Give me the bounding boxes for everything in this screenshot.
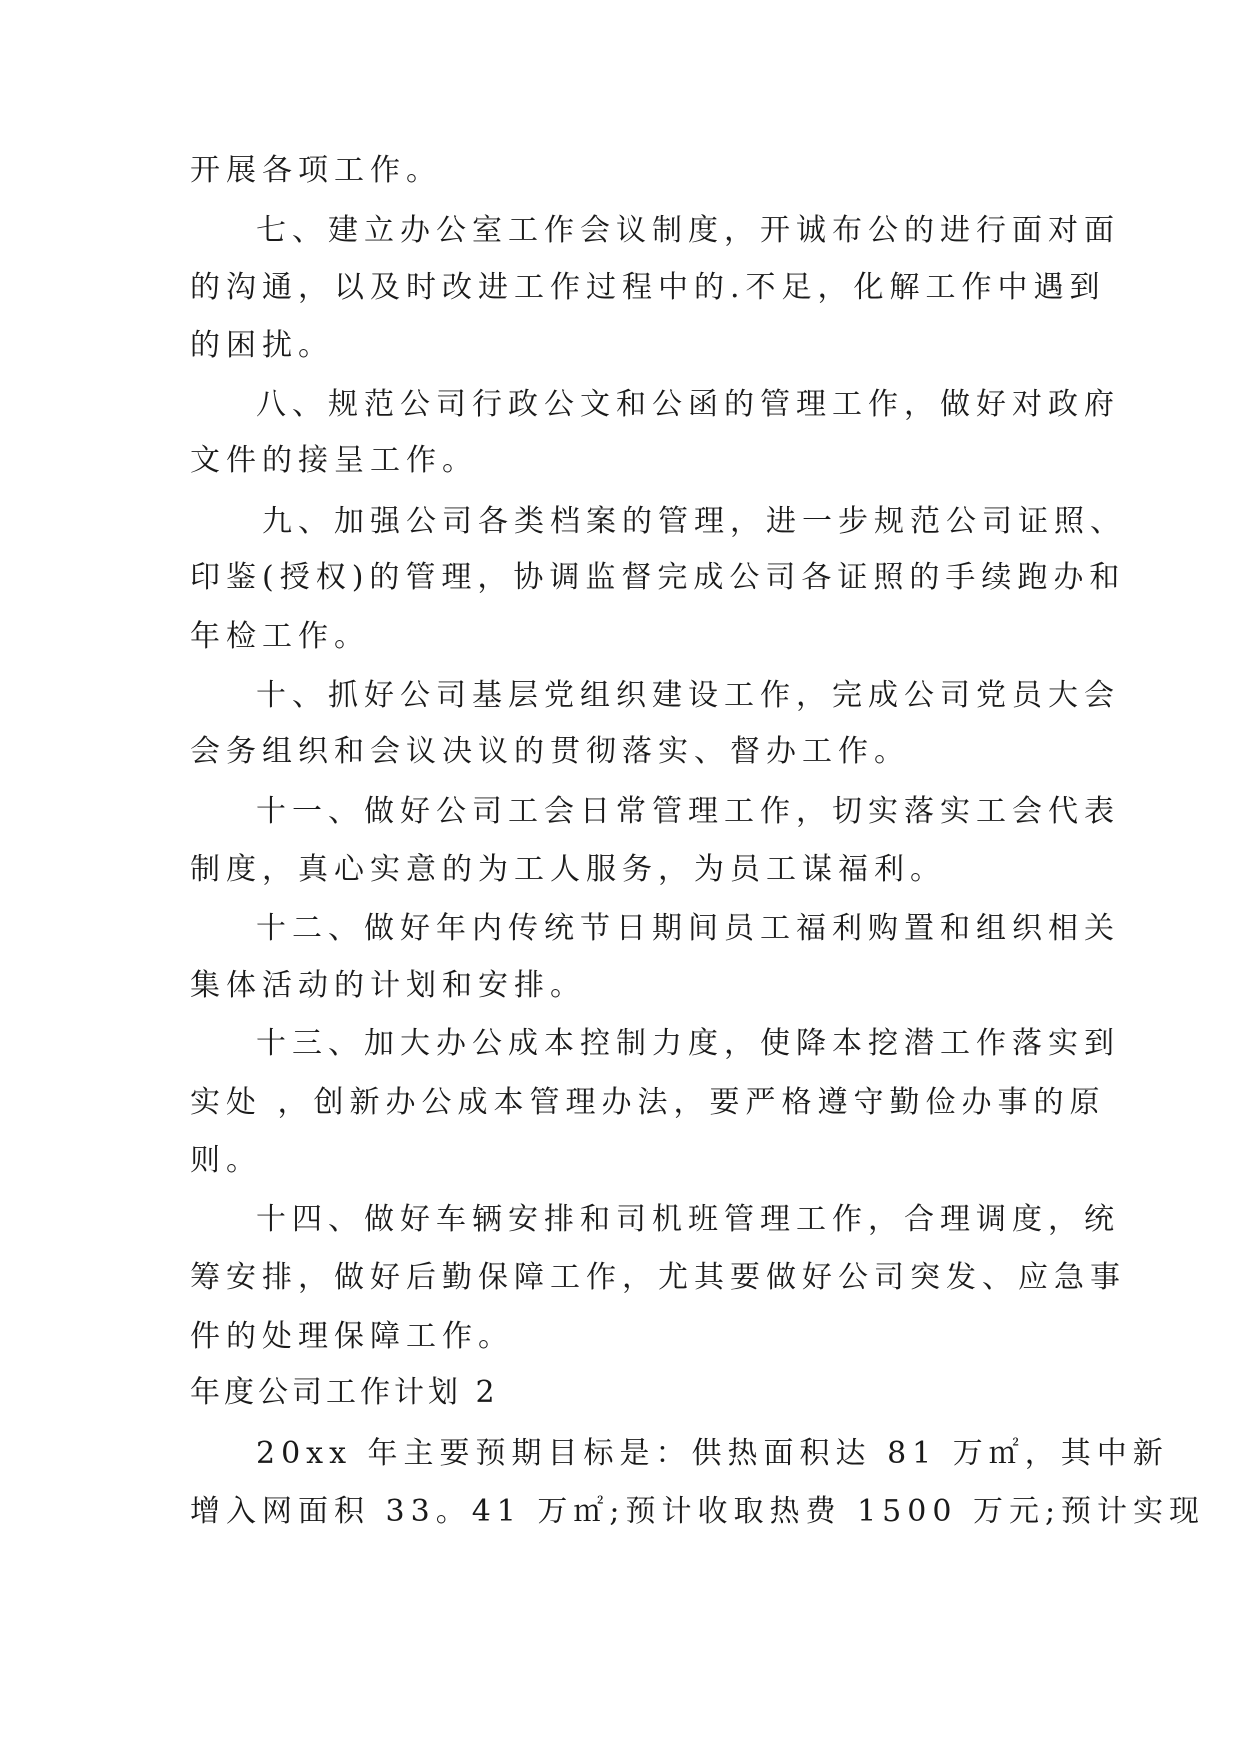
paragraph-line: 则。 xyxy=(190,1143,262,1178)
paragraph-line: 开展各项工作。 xyxy=(190,153,442,188)
paragraph-line: 制度，真心实意的为工人服务，为员工谋福利。 xyxy=(190,852,946,887)
paragraph-line: 十一、做好公司工会日常管理工作，切实落实工会代表 xyxy=(256,794,1120,829)
paragraph-line: 九、加强公司各类档案的管理，进一步规范公司证照、 xyxy=(262,504,1126,539)
paragraph-line: 增入网面积 33。41 万㎡;预计收取热费 1500 万元;预计实现 xyxy=(190,1494,1206,1529)
paragraph-line: 十四、做好车辆安排和司机班管理工作，合理调度，统 xyxy=(256,1202,1120,1237)
paragraph-line: 印鉴(授权)的管理，协调监督完成公司各证照的手续跑办和 xyxy=(190,560,1126,595)
paragraph-line: 年检工作。 xyxy=(190,619,370,654)
paragraph-line: 会务组织和会议决议的贯彻落实、督办工作。 xyxy=(190,734,910,769)
paragraph-line: 件的处理保障工作。 xyxy=(190,1319,514,1354)
section-heading: 年度公司工作计划 2 xyxy=(190,1375,499,1410)
paragraph-line: 十、抓好公司基层党组织建设工作，完成公司党员大会 xyxy=(256,678,1120,713)
paragraph-line: 十三、加大办公成本控制力度，使降本挖潜工作落实到 xyxy=(256,1026,1120,1061)
paragraph-line: 20xx 年主要预期目标是：供热面积达 81 万㎡，其中新 xyxy=(256,1436,1169,1471)
paragraph-line: 的困扰。 xyxy=(190,328,334,363)
paragraph-line: 七、建立办公室工作会议制度，开诚布公的进行面对面 xyxy=(256,213,1120,248)
paragraph-line: 八、规范公司行政公文和公函的管理工作，做好对政府 xyxy=(256,387,1120,422)
paragraph-line: 的沟通，以及时改进工作过程中的.不足，化解工作中遇到 xyxy=(190,270,1106,305)
paragraph-line: 文件的接呈工作。 xyxy=(190,443,478,478)
paragraph-line: 集体活动的计划和安排。 xyxy=(190,968,586,1003)
paragraph-line: 实处 ，创新办公成本管理办法，要严格遵守勤俭办事的原 xyxy=(190,1085,1106,1120)
paragraph-line: 十二、做好年内传统节日期间员工福利购置和组织相关 xyxy=(256,911,1120,946)
paragraph-line: 筹安排，做好后勤保障工作，尤其要做好公司突发、应急事 xyxy=(190,1260,1126,1295)
